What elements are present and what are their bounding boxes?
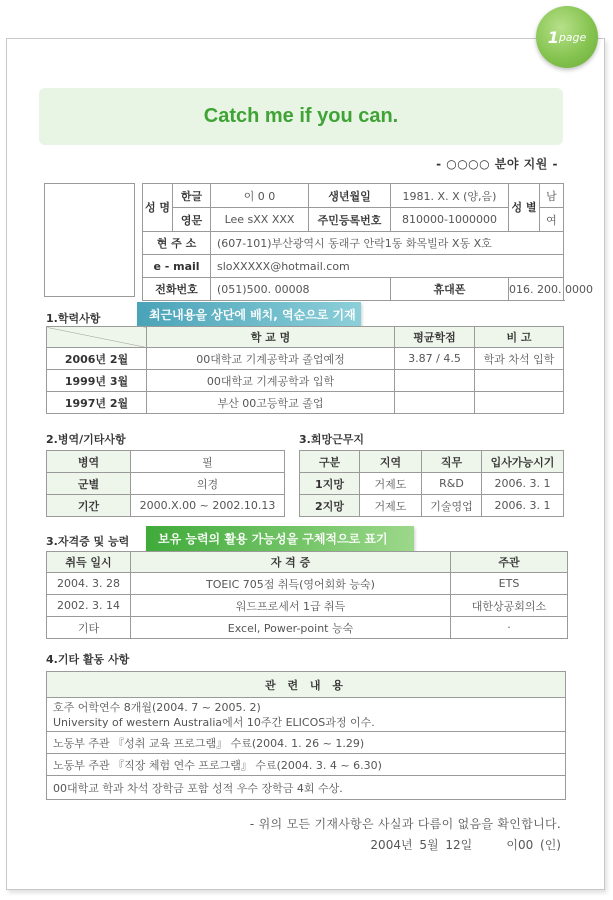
education-date: 1997년 2월	[47, 392, 147, 414]
table-row	[47, 698, 566, 732]
banner-title: Catch me if you can.	[203, 105, 399, 127]
table-row	[47, 754, 566, 776]
military-section-title: 2.병역/기타사항	[46, 433, 126, 446]
mobile-label: 휴대폰	[391, 278, 509, 301]
cert-name: 워드프로세서 1급 취득	[131, 595, 451, 617]
phone-label: 전화번호	[143, 278, 211, 301]
english-value: Lee sXX XXX	[211, 208, 309, 232]
signature-name: 이00 (인)	[506, 838, 561, 852]
wish-date: 2006. 3. 1	[482, 473, 564, 495]
wish-section-title: 3.희망근무지	[299, 433, 364, 446]
gender-male: 남	[540, 184, 564, 208]
table-row	[47, 732, 566, 754]
education-section-title: 1.학력사항	[46, 312, 101, 325]
phone-value: (051)500. 00008	[211, 278, 391, 301]
wish-label: 2지망	[300, 495, 360, 517]
education-header-school: 학 교 명	[147, 327, 395, 348]
page-suffix: page	[558, 30, 587, 44]
gender-label: 성 별	[509, 184, 540, 232]
wish-header-region: 지역	[360, 451, 422, 473]
page-badge	[536, 6, 598, 68]
address-label: 현 주 소	[143, 232, 211, 255]
wish-date: 2006. 3. 1	[482, 495, 564, 517]
certs-section-title: 3.자격증 및 능력	[46, 535, 130, 548]
table-row	[47, 617, 568, 639]
confirmation-text: - 위의 모든 기재사항은 사실과 다름이 없음을 확인합니다.	[249, 817, 561, 831]
military-value: 2000.X.00 ~ 2002.10.13	[131, 495, 285, 517]
id-number-value: 810000-1000000	[391, 208, 509, 232]
certs-tip: 보유 능력의 활용 가능성을 구체적으로 표기	[146, 526, 414, 551]
activities-header: 관 련 내 용	[47, 672, 566, 698]
certs-header-name: 자 격 증	[131, 552, 451, 573]
table-row	[300, 473, 564, 495]
education-note	[475, 370, 564, 392]
signature-date: 2004년 5월 12일	[370, 838, 473, 852]
education-header-gpa: 평균학점	[395, 327, 475, 348]
activity-item: 노동부 주관 『성취 교육 프로그램』 수료(2004. 1. 26 ~ 1.29)	[47, 732, 566, 754]
education-gpa	[395, 370, 475, 392]
education-school: 00대학교 기계공학과 입학	[147, 370, 395, 392]
activity-line: University of western Australia에서 10주간 ELICOS과정 이수.	[53, 715, 375, 729]
email-value: sloXXXXX@hotmail.com	[211, 255, 564, 278]
table-row	[47, 348, 564, 370]
table-row	[47, 776, 566, 800]
cert-name: Excel, Power-point 능숙	[131, 617, 451, 639]
certs-header-date: 취득 일시	[47, 552, 131, 573]
education-header-note: 비 고	[475, 327, 564, 348]
education-gpa: 3.87 / 4.5	[395, 348, 475, 370]
military-label: 병역	[47, 451, 131, 473]
education-header-diag	[47, 327, 147, 348]
education-school: 00대학교 기계공학과 졸업예정	[147, 348, 395, 370]
wish-label: 1지망	[300, 473, 360, 495]
table-row	[47, 392, 564, 414]
email-label: e - mail	[143, 255, 211, 278]
gender-female: 여	[540, 208, 564, 232]
certs-header-org: 주관	[451, 552, 568, 573]
wish-region: 거제도	[360, 495, 422, 517]
cert-date: 2004. 3. 28	[47, 573, 131, 595]
education-date: 1999년 3월	[47, 370, 147, 392]
activity-item	[47, 698, 566, 732]
table-row	[47, 473, 285, 495]
education-table	[46, 326, 564, 414]
signature-line	[370, 836, 561, 853]
military-label: 군별	[47, 473, 131, 495]
name-label: 성 명	[143, 184, 173, 232]
education-school: 부산 00고등학교 졸업	[147, 392, 395, 414]
birth-label: 생년월일	[309, 184, 391, 208]
wish-table	[299, 450, 564, 517]
hangul-value: 이 0 0	[211, 184, 309, 208]
wish-header-job: 직무	[422, 451, 482, 473]
education-date: 2006년 2월	[47, 348, 147, 370]
photo-box	[44, 183, 135, 297]
address-value: (607-101)부산광역시 동래구 안락1동 화목빌라 X동 X호	[211, 232, 564, 255]
table-row	[47, 595, 568, 617]
wish-header-type: 구분	[300, 451, 360, 473]
hangul-label: 한글	[173, 184, 211, 208]
education-note	[475, 392, 564, 414]
cert-name: TOEIC 705점 취득(영어회화 능숙)	[131, 573, 451, 595]
personal-info-table	[142, 183, 593, 301]
wish-job: 기술영업	[422, 495, 482, 517]
birth-value: 1981. X. X (양,음)	[391, 184, 509, 208]
military-table	[46, 450, 285, 517]
activity-item: 00대학교 학과 차석 장학금 포함 성적 우수 장학금 4회 수상.	[47, 776, 566, 800]
cert-org: ·	[451, 617, 568, 639]
cert-org: ETS	[451, 573, 568, 595]
wish-job: R&D	[422, 473, 482, 495]
certs-table	[46, 551, 568, 639]
mobile-value: 016. 200. 0000	[509, 278, 564, 301]
cert-org: 대한상공회의소	[451, 595, 568, 617]
activities-table	[46, 671, 566, 800]
title-banner	[39, 88, 563, 145]
table-row	[47, 451, 285, 473]
cert-date: 기타	[47, 617, 131, 639]
wish-header-date: 입사가능시기	[482, 451, 564, 473]
cert-date: 2002. 3. 14	[47, 595, 131, 617]
wish-region: 거제도	[360, 473, 422, 495]
military-value: 필	[131, 451, 285, 473]
activities-section-title: 4.기타 활동 사항	[46, 653, 130, 666]
military-label: 기간	[47, 495, 131, 517]
table-row	[47, 370, 564, 392]
education-gpa	[395, 392, 475, 414]
military-value: 의경	[131, 473, 285, 495]
english-label: 영문	[173, 208, 211, 232]
table-row	[300, 495, 564, 517]
education-note: 학과 차석 입학	[475, 348, 564, 370]
id-number-label: 주민등록번호	[309, 208, 391, 232]
page-number: 1	[547, 27, 559, 47]
table-row	[47, 495, 285, 517]
activity-item: 노동부 주관 『직장 체험 연수 프로그램』 수료(2004. 3. 4 ~ 6.30)	[47, 754, 566, 776]
table-row	[47, 573, 568, 595]
education-tip: 최근내용을 상단에 배치, 역순으로 기재	[137, 302, 361, 327]
applied-field: - ○○○○ 분야 지원 -	[436, 157, 558, 171]
activity-line: 호주 어학연수 8개월(2004. 7 ~ 2005. 2)	[53, 700, 261, 714]
